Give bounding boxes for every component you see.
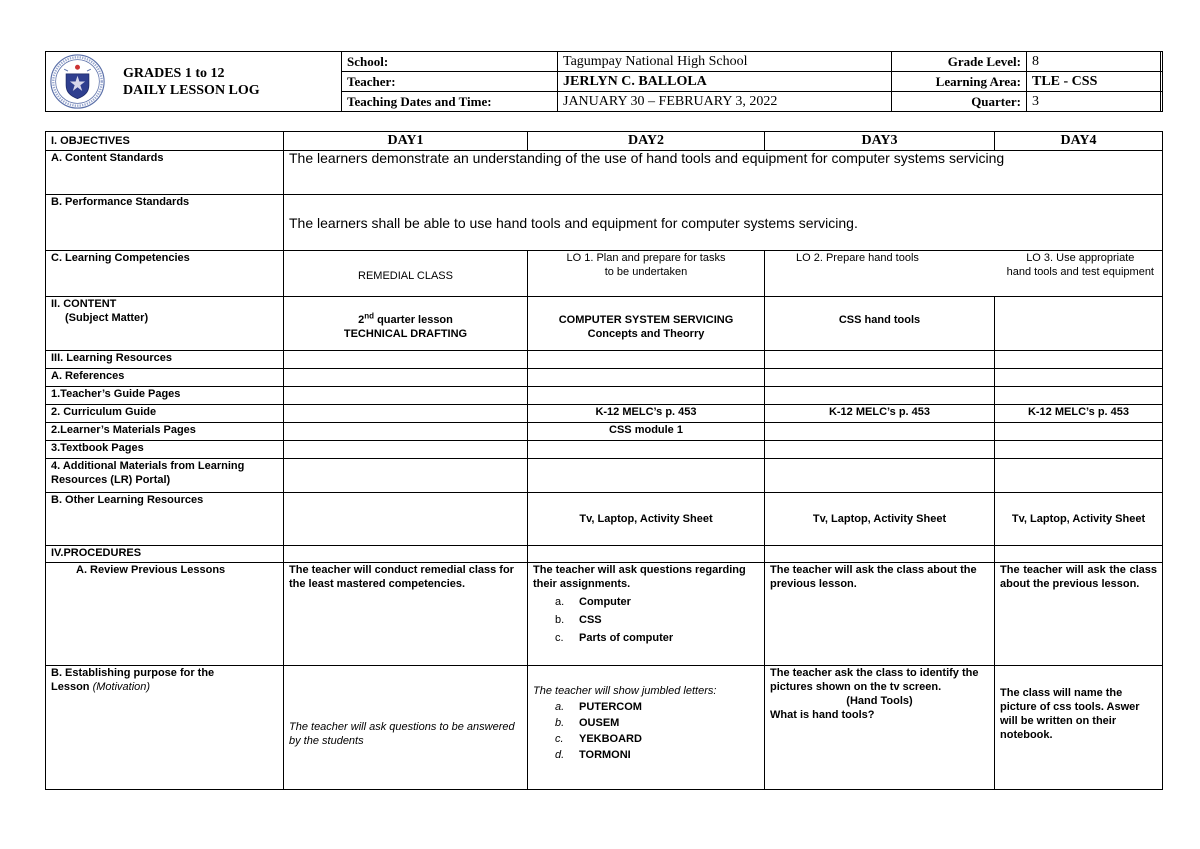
cell-empty (995, 459, 1163, 493)
list-item (555, 631, 759, 645)
competency-day4-line1: LO 3. Use appropriate (1026, 252, 1135, 264)
day3-header: DAY3 (765, 132, 995, 151)
quarter-label: Quarter: (892, 92, 1027, 112)
teacher-value: JERLYN C. BALLOLA (558, 72, 892, 92)
row-procedures (46, 546, 1163, 563)
textbook-label: 3.Textbook Pages (46, 441, 284, 459)
content-standards-text: The learners demonstrate an understanding of the use of hand tools and equipment for computer systems servicing (284, 151, 1163, 195)
content-day3: CSS hand tools (765, 297, 995, 351)
competency-day3-day4-wrap (765, 251, 1162, 295)
purpose-day2-intro: The teacher will show jumbled letters: (533, 685, 717, 697)
performance-standards-text: The learners shall be able to use hand tools and equipment for computer systems servicing. (284, 195, 1163, 251)
purpose-day3 (765, 666, 995, 790)
performance-standards-label: B. Performance Standards (46, 195, 284, 251)
competency-day2-line1: LO 1. Plan and prepare for tasks (566, 252, 726, 264)
document-title (123, 65, 260, 99)
day2-header: DAY2 (528, 132, 765, 151)
cell-empty (765, 387, 995, 405)
learning-area-label: Learning Area: (892, 72, 1027, 92)
row-other-resources (46, 493, 1163, 546)
row-content-standards (46, 151, 1163, 195)
review-day3: The teacher will ask the class about the previous lesson. (765, 563, 995, 666)
establishing-purpose-label (46, 666, 284, 790)
competency-day3-day4 (765, 251, 1163, 297)
list-marker: b. (555, 717, 565, 729)
learning-area-value: TLE - CSS (1027, 72, 1163, 92)
content-label-line1: II. CONTENT (51, 298, 117, 310)
row-learners-materials (46, 423, 1163, 441)
list-item-text: Computer (579, 596, 631, 608)
list-item-text: YEKBOARD (579, 733, 642, 745)
content-day2-line1: COMPUTER SYSTEM SERVICING (558, 314, 734, 326)
additional-materials-label: 4. Additional Materials from Learning Resources (LR) Portal) (46, 459, 284, 493)
list-item (555, 595, 759, 609)
purpose-label-line2 (51, 680, 278, 694)
other-resources-day4: Tv, Laptop, Activity Sheet (995, 493, 1163, 546)
other-resources-day3: Tv, Laptop, Activity Sheet (765, 493, 995, 546)
teacher-label: Teacher: (342, 72, 558, 92)
competency-day4 (1007, 251, 1154, 279)
list-item-text: TORMONI (579, 749, 631, 761)
list-marker: b. (555, 614, 565, 626)
list-marker: a. (555, 596, 565, 608)
curriculum-guide-label: 2. Curriculum Guide (46, 405, 284, 423)
header-info-grid (341, 51, 1163, 112)
list-item (555, 732, 759, 746)
list-item-text: OUSEM (579, 717, 620, 729)
content-label (46, 297, 284, 351)
review-previous-label: A. Review Previous Lessons (46, 563, 284, 666)
curriculum-guide-day4: K-12 MELC’s p. 453 (995, 405, 1163, 423)
list-item (555, 700, 759, 714)
objectives-label: I. OBJECTIVES (46, 132, 284, 151)
row-review-previous (46, 563, 1163, 666)
cell-empty (765, 351, 995, 369)
header-row-teacher (342, 72, 1163, 92)
review-day1: The teacher will conduct remedial class for the least mastered competencies. (284, 563, 528, 666)
list-item (555, 613, 759, 627)
purpose-label-motivation: (Motivation) (92, 681, 151, 693)
teaching-dates-label: Teaching Dates and Time: (342, 92, 558, 112)
content-day2 (528, 297, 765, 351)
purpose-day3-line1: The teacher ask the class to identify the pictures shown on the tv screen. (770, 667, 979, 693)
teaching-dates-value: JANUARY 30 – FEBRUARY 3, 2022 (558, 92, 892, 112)
cell-empty (284, 387, 528, 405)
references-label: A. References (46, 369, 284, 387)
school-value: Tagumpay National High School (558, 52, 892, 72)
cell-empty (528, 459, 765, 493)
learners-materials-day2: CSS module 1 (528, 423, 765, 441)
list-item (555, 748, 759, 762)
title-line-2: DAILY LESSON LOG (123, 83, 260, 98)
cell-empty (284, 493, 528, 546)
content-day1-quarter-text: quarter lesson (374, 314, 453, 326)
cell-empty (995, 441, 1163, 459)
content-day1-ordinal: 2 (358, 314, 365, 326)
row-learning-competencies (46, 251, 1163, 297)
content-day1-line2: TECHNICAL DRAFTING (343, 328, 468, 340)
competency-day4-line2: hand tools and test equipment (1006, 266, 1154, 278)
learning-competencies-label: C. Learning Competencies (46, 251, 284, 297)
header-row-school (342, 52, 1163, 72)
purpose-label-lesson: Lesson (51, 681, 93, 693)
cell-empty (765, 423, 995, 441)
list-marker: c. (555, 733, 564, 745)
row-additional-materials (46, 459, 1163, 493)
grade-level-label: Grade Level: (892, 52, 1027, 72)
cell-empty (284, 459, 528, 493)
content-day1 (284, 297, 528, 351)
content-day4 (995, 297, 1163, 351)
content-standards-label: A. Content Standards (46, 151, 284, 195)
cell-empty (284, 351, 528, 369)
content-day1-ordinal-suffix: nd (364, 311, 375, 321)
learning-resources-label: III. Learning Resources (46, 351, 284, 369)
purpose-day1: The teacher will ask questions to be answered by the students (284, 666, 528, 790)
cell-empty (528, 441, 765, 459)
cell-empty (284, 441, 528, 459)
cell-empty (528, 546, 765, 563)
row-curriculum-guide (46, 405, 1163, 423)
purpose-label-line1: B. Establishing purpose for the (51, 667, 215, 679)
learners-materials-label: 2.Learner’s Materials Pages (46, 423, 284, 441)
curriculum-guide-day3: K-12 MELC’s p. 453 (765, 405, 995, 423)
row-learning-resources (46, 351, 1163, 369)
cell-empty (284, 546, 528, 563)
review-day2 (528, 563, 765, 666)
procedures-label: IV.PROCEDURES (46, 546, 284, 563)
list-marker: a. (555, 701, 565, 713)
competency-day2 (528, 251, 765, 297)
list-marker: d. (555, 749, 565, 761)
cell-empty (995, 387, 1163, 405)
school-label: School: (342, 52, 558, 72)
content-day2-line2: Concepts and Theorry (587, 328, 705, 340)
content-day1-line1 (289, 313, 522, 327)
list-item-text: PUTERCOM (579, 701, 642, 713)
list-item (555, 716, 759, 730)
review-day4: The teacher will ask the class about the previous lesson. (995, 563, 1163, 666)
title-line-1: GRADES 1 to 12 (123, 66, 225, 81)
cell-empty (995, 423, 1163, 441)
review-day2-list (533, 595, 759, 645)
cell-empty (995, 351, 1163, 369)
review-day2-intro: The teacher will ask questions regarding their assignments. (533, 564, 746, 590)
other-resources-day2: Tv, Laptop, Activity Sheet (528, 493, 765, 546)
lesson-log-table (45, 131, 1163, 790)
cell-empty (528, 351, 765, 369)
competency-day1 (284, 251, 528, 297)
cell-empty (995, 369, 1163, 387)
quarter-value: 3 (1027, 92, 1163, 112)
cell-empty (284, 405, 528, 423)
row-performance-standards (46, 195, 1163, 251)
cell-empty (765, 369, 995, 387)
cell-empty (284, 369, 528, 387)
purpose-day2-list (533, 700, 759, 762)
row-references (46, 369, 1163, 387)
competency-day3-text: LO 2. Prepare hand tools (796, 252, 919, 264)
day4-header: DAY4 (995, 132, 1163, 151)
cell-empty (765, 441, 995, 459)
purpose-day3-line2: (Hand Tools) (846, 695, 913, 707)
row-content (46, 297, 1163, 351)
header-row-dates (342, 92, 1163, 112)
content-label-line2: (Subject Matter) (65, 312, 149, 324)
purpose-day2 (528, 666, 765, 790)
header-box (45, 51, 1161, 112)
list-marker: c. (555, 632, 564, 644)
list-item-text: CSS (579, 614, 602, 626)
grade-level-value: 8 (1027, 52, 1163, 72)
deped-seal-logo (49, 53, 106, 110)
row-textbook (46, 441, 1163, 459)
cell-empty (995, 546, 1163, 563)
list-item-text: Parts of computer (579, 632, 674, 644)
teachers-guide-label: 1.Teacher’s Guide Pages (46, 387, 284, 405)
competency-day2-line2: to be undertaken (604, 266, 688, 278)
row-objectives (46, 132, 1163, 151)
day1-header: DAY1 (284, 132, 528, 151)
row-teachers-guide (46, 387, 1163, 405)
cell-empty (528, 387, 765, 405)
cell-empty (284, 423, 528, 441)
purpose-day3-line3: What is hand tools? (770, 709, 875, 721)
curriculum-guide-day2: K-12 MELC’s p. 453 (528, 405, 765, 423)
row-establishing-purpose (46, 666, 1163, 790)
cell-empty (765, 459, 995, 493)
purpose-day4: The class will name the picture of css tools. Aswer will be written on their notebook. (995, 666, 1163, 790)
cell-empty (528, 369, 765, 387)
other-resources-label: B. Other Learning Resources (46, 493, 284, 546)
competency-day1-text: REMEDIAL CLASS (358, 269, 453, 282)
cell-empty (765, 546, 995, 563)
